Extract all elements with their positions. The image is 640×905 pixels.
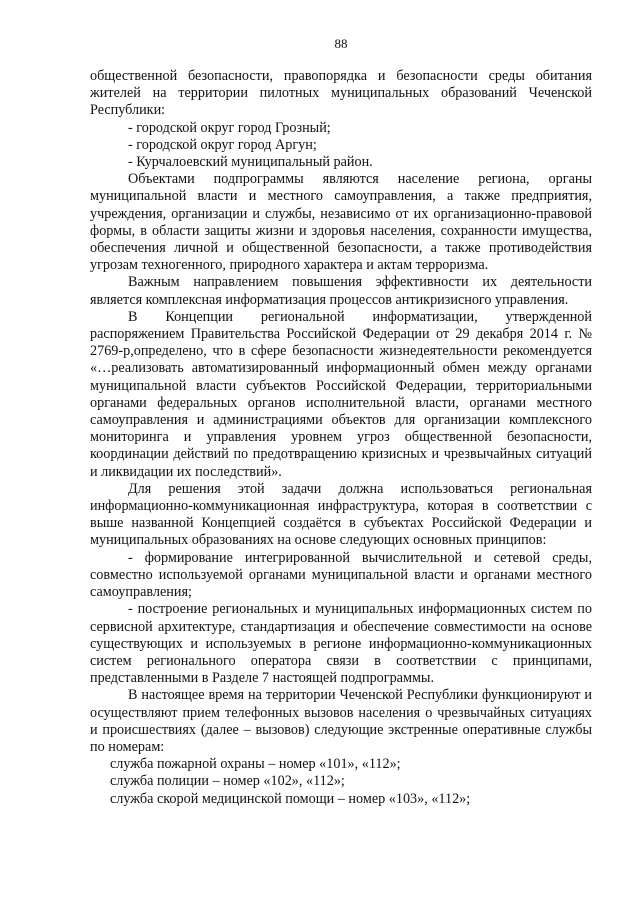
paragraph-principle-2: - построение региональных и муниципальных информационных систем по сервисной архитектуре, стандартизация и обеспечение совместимости на основе существующих и используемых в регионе информационно-коммуникационных систем регионального оператора связи в соответствии с принципами, представленными в Разделе 7 настоящей подпрограммы. (90, 601, 592, 687)
paragraph-direction: Важным направлением повышения эффективности их деятельности является комплексная информатизация процессов антикризисного управления. (90, 274, 592, 308)
paragraph-intro: общественной безопасности, правопорядка и безопасности среды обитания жителей на территории пилотных муниципальных образований Чеченской Республики: (90, 68, 592, 119)
list-item-service: служба скорой медицинской помощи – номер «103», «112»; (110, 790, 471, 807)
paragraph-principle-1: - формирование интегрированной вычислительной и сетевой среды, совместно используемой органами муниципальной власти и органами местного самоуправления; (90, 549, 592, 601)
list-item-municipality: - Курчалоевский муниципальный район. (128, 154, 373, 171)
list-item-service: служба полиции – номер «102», «112»; (110, 773, 345, 790)
page-number: 88 (334, 36, 348, 51)
paragraph-services-intro: В настоящее время на территории Чеченской Республики функционируют и осуществляют прием телефонных вызовов населения о чрезвычайных ситуациях и происшествиях (далее – вызовов) следующие экстренные оперативные службы по номерам: (90, 687, 592, 755)
paragraph-objects: Объектами подпрограммы являются население региона, органы муниципальной власти и местного самоуправления, а также предприятия, учреждения, организации и службы, независимо от их организационно-правовой формы, в области защиты жизни и здоровья населения, сохранности имущества, обеспечения личной и общественной безопасности, а также противодействия угрозам техногенного, природного характера и актам терроризма. (90, 171, 592, 274)
paragraph-concept: В Концепции региональной информатизации, утвержденной распоряжением Правительства Российской Федерации от 29 декабря 2014 г. № 2769-р,определено, что в сфере безопасности жизнедеятельности рекомендуется «…реализовать автоматизированный информационный обмен между органами муниципальной власти субъектов Российской Федерации, территориальными органами федеральных органов исполнительной власти, органами местного самоуправления и администрациями объектов для организации комплексного мониторинга и управления уровнем угроз общественной безопасности, координации действий по предотвращению кризисных и чрезвычайных ситуаций и ликвидации их последствий». (90, 308, 592, 480)
document-body (90, 68, 592, 808)
list-item-service: служба пожарной охраны – номер «101», «112»; (110, 756, 401, 773)
list-item-municipality: - городской округ город Грозный; (128, 119, 331, 136)
paragraph-infrastructure: Для решения этой задачи должна использоваться региональная информационно-коммуникационная инфраструктура, которая в соответствии с выше названной Концепцией создаётся в субъектах Российской Федерации и муниципальных образованиях на основе следующих основных принципов: (90, 480, 592, 549)
list-item-municipality: - городской округ город Аргун; (128, 136, 317, 153)
